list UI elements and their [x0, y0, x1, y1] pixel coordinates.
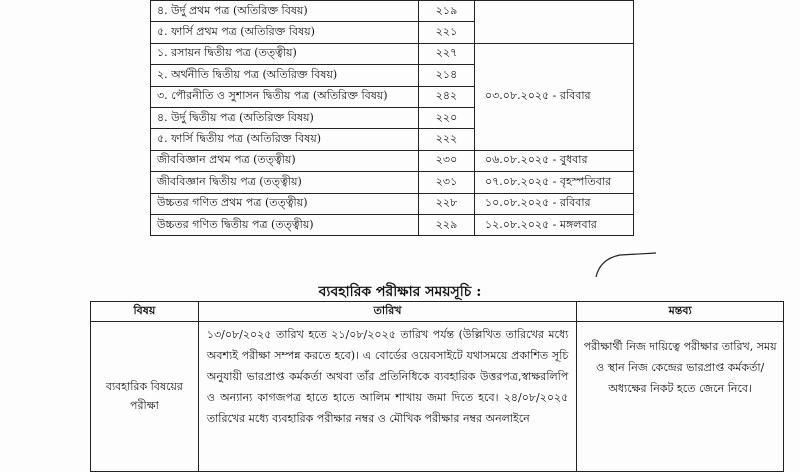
practical-subject-cell: ব্যবহারিক বিষয়ের পরীক্ষা — [91, 322, 199, 472]
subject-cell: ৫. ফার্সি দ্বিতীয় পত্র (অতিরিক্ত বিষয়) — [151, 129, 419, 150]
header-subject: বিষয় — [91, 302, 199, 322]
table-row — [151, 1, 634, 22]
date-cell: ১২.০৮.২০২৫ - মঙ্গলবার — [475, 214, 634, 235]
code-cell: ২২০ — [419, 107, 475, 128]
subject-cell: উচ্চতর গণিত প্রথম পত্র (তত্ত্বীয়) — [151, 193, 419, 214]
exam-schedule-table — [150, 0, 634, 236]
practical-remarks-cell: পরীক্ষার্থী নিজ দায়িত্বে পরীক্ষার তারিখ, সময় ও স্থান নিজ কেন্দ্রের ভারপ্রাপ্ত কর্মকর্তা/অধ্যক্ষের নিকট হতে জেনে নিবে। — [577, 322, 784, 472]
code-cell: ২২৯ — [419, 214, 475, 235]
code-cell: ২৩০ — [419, 150, 475, 171]
subject-cell: ৪. উর্দু দ্বিতীয় পত্র (অতিরিক্ত বিষয়) — [151, 107, 419, 128]
header-row — [91, 302, 784, 322]
table-row — [151, 214, 634, 235]
subject-cell: ৫. ফার্সি প্রথম পত্র (অতিরিক্ত বিষয়) — [151, 22, 419, 43]
subject-cell: জীববিজ্ঞান প্রথম পত্র (তত্ত্বীয়) — [151, 150, 419, 171]
handwritten-dash-mark — [590, 245, 670, 285]
subject-cell: ৪. উর্দু প্রথম পত্র (অতিরিক্ত বিষয়) — [151, 1, 419, 22]
date-cell: ০৭.০৮.২০২৫ - বৃহস্পতিবার — [475, 172, 634, 193]
practical-schedule-cell: ১৩/০৮/২০২৫ তারিখ হতে ২১/০৮/২০২৫ তারিখ পর্যন্ত (উল্লিখিত তারিখের মধ্যে অবশ্যই পরীক্ষা সম্পন্ন করতে হবে)। এ বোর্ডের ওয়েবসাইটে যথাসময়ে প্রকাশিত সূচি অনুযায়ী ভারপ্রাপ্ত কর্মকর্তা অথবা তাঁর প্রতিনিধিকে ব্যবহারিক উত্তরপত্র,স্বাক্ষরলিপি ও অন্যান্য কাগজপত্র হাতে হাতে আলিম শাখায় জমা দিতে হবে। ২৪/০৮/২০২৫ তারিখের মধ্যে ব্যবহারিক পরীক্ষার নম্বর ও মৌখিক পরীক্ষার নম্বর অনলাইনে — [198, 322, 576, 472]
code-cell: ২১৯ — [419, 1, 475, 22]
subject-cell: ২. অর্থনীতি দ্বিতীয় পত্র (অতিরিক্ত বিষয়) — [151, 65, 419, 86]
subject-cell: জীববিজ্ঞান দ্বিতীয় পত্র (তত্ত্বীয়) — [151, 172, 419, 193]
date-cell: ০৬.০৮.২০২৫ - বুধবার — [475, 150, 634, 171]
code-cell: ২২১ — [419, 22, 475, 43]
table-row — [151, 193, 634, 214]
heading-text: ব্যবহারিক পরীক্ষার সময়সূচি : — [318, 284, 482, 300]
table-row — [151, 43, 634, 64]
code-cell: ২২৮ — [419, 193, 475, 214]
header-remarks: মন্তব্য — [577, 302, 784, 322]
subject-cell: ৩. পৌরনীতি ও সুশাসন দ্বিতীয় পত্র (অতিরিক্ত বিষয়) — [151, 86, 419, 107]
table-row — [151, 150, 634, 171]
code-cell: ২২৭ — [419, 43, 475, 64]
subject-cell: ১. রসায়ন দ্বিতীয় পত্র (তত্ত্বীয়) — [151, 43, 419, 64]
date-cell: ০৩.০৮.২০২৫ - রবিবার — [475, 43, 634, 150]
practical-schedule-table — [90, 301, 784, 472]
code-cell: ২৩১ — [419, 172, 475, 193]
subject-cell: উচ্চতর গণিত দ্বিতীয় পত্র (তত্ত্বীয়) — [151, 214, 419, 235]
date-cell: ১০.০৮.২০২৫ - রবিবার — [475, 193, 634, 214]
date-cell-empty — [475, 1, 634, 44]
code-cell: ২১৪ — [419, 65, 475, 86]
header-date: তারিখ — [198, 302, 576, 322]
table-row — [91, 322, 784, 472]
code-cell: ২৪২ — [419, 86, 475, 107]
table-row — [151, 172, 634, 193]
code-cell: ২২২ — [419, 129, 475, 150]
